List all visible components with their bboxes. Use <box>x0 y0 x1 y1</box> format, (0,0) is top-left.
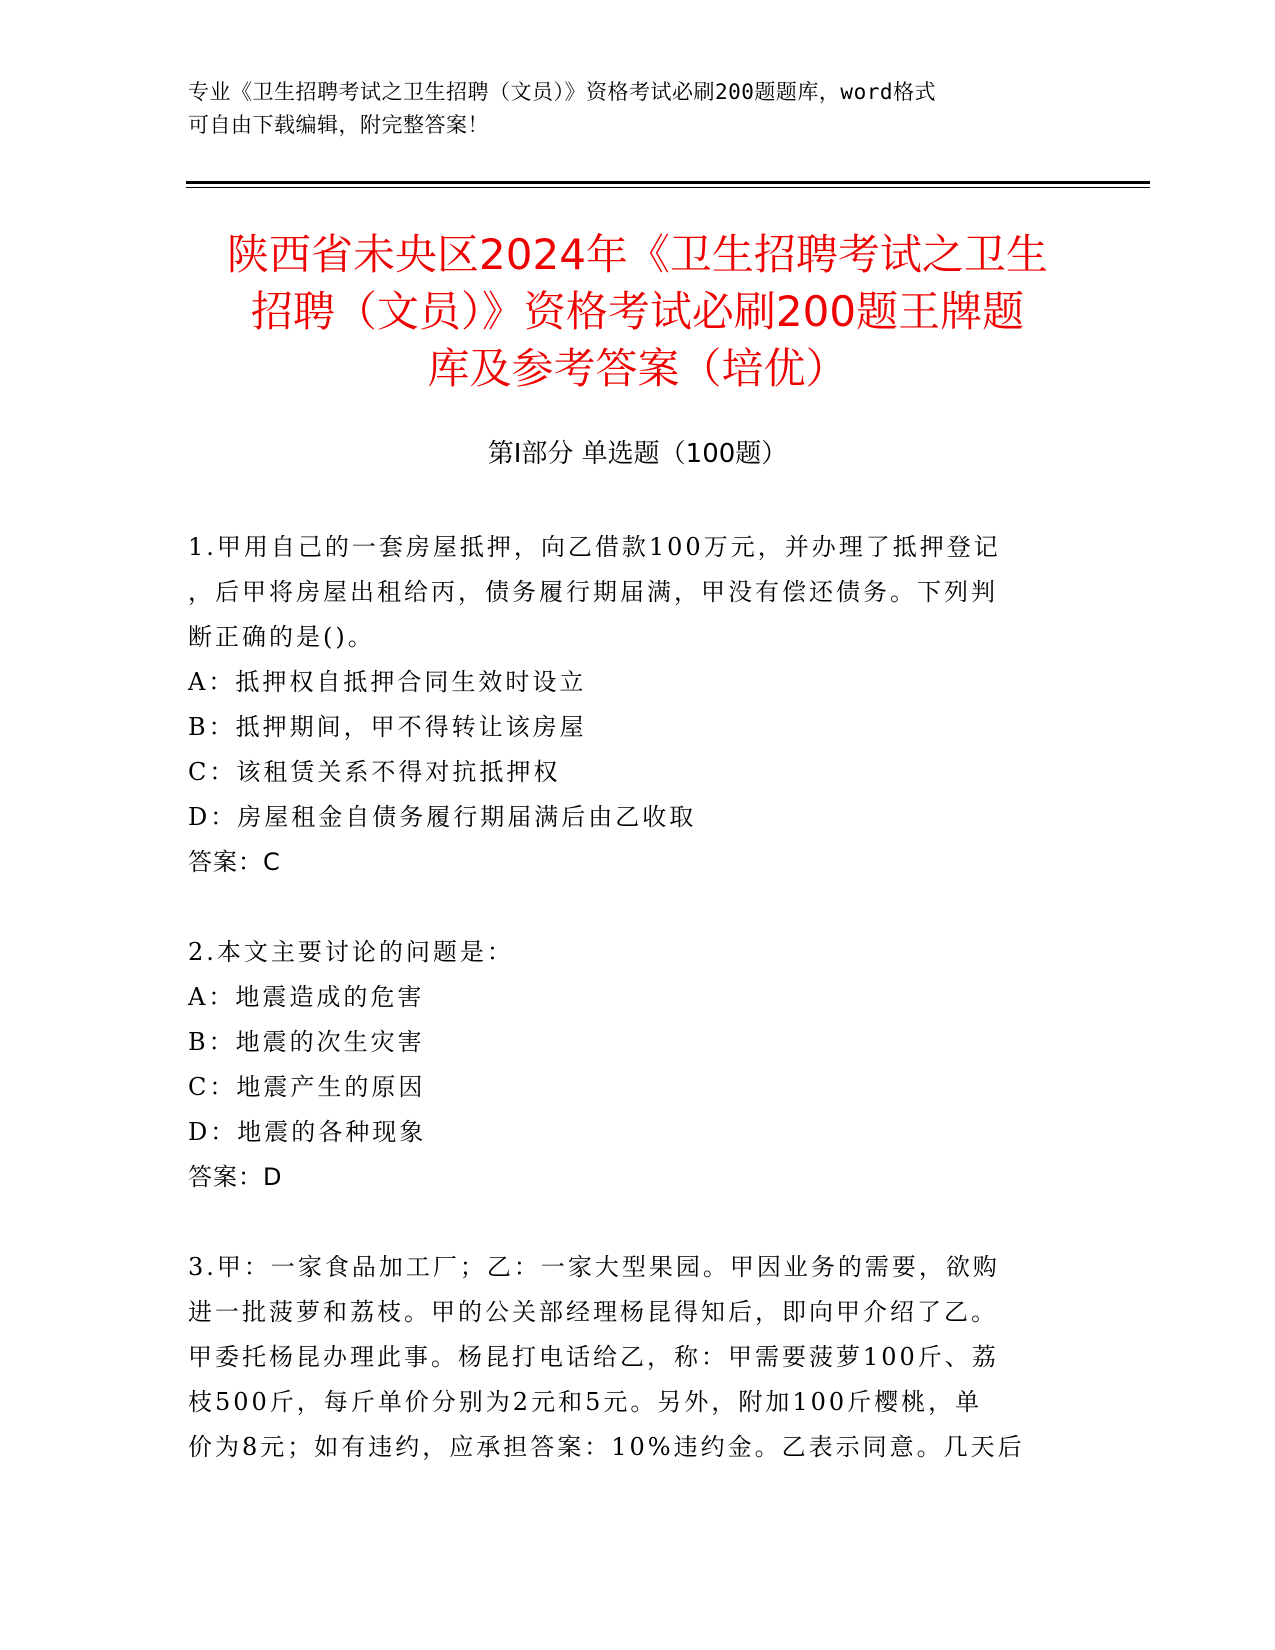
question-list <box>188 525 1088 1470</box>
question-text-line: 3.甲：一家食品加工厂；乙：一家大型果园。甲因业务的需要，欲购 <box>188 1253 1000 1281</box>
question-text-line: 2.本文主要讨论的问题是： <box>188 938 514 966</box>
option-a: A：地震造成的危害 <box>188 983 425 1011</box>
answer: 答案：D <box>188 1163 283 1191</box>
question-text-line: 价为8元；如有违约，应承担答案：10%违约金。乙表示同意。几天后 <box>188 1433 1025 1461</box>
option-b: B：抵押期间，甲不得转让该房屋 <box>188 713 587 741</box>
answer: 答案：C <box>188 848 281 876</box>
question-text-line: ，后甲将房屋出租给丙，债务履行期届满，甲没有偿还债务。下列判 <box>188 578 998 606</box>
question-text-line: 进一批菠萝和荔枝。甲的公关部经理杨昆得知后，即向甲介绍了乙。 <box>188 1298 998 1326</box>
option-b: B：地震的次生灾害 <box>188 1028 425 1056</box>
section-title: 第Ⅰ部分 单选题（100题） <box>487 439 788 469</box>
option-d: D：房屋租金自债务履行期届满后由乙收取 <box>188 803 697 831</box>
question-text-line: 1.甲用自己的一套房屋抵押，向乙借款100万元，并办理了抵押登记 <box>188 533 1001 561</box>
question-text-line: 甲委托杨昆办理此事。杨昆打电话给乙，称：甲需要菠萝100斤、荔 <box>188 1343 999 1371</box>
question-2 <box>188 930 1088 1200</box>
document-title <box>150 226 1125 397</box>
question-3 <box>188 1245 1088 1470</box>
document-title-line: 库及参考答案（培优） <box>427 344 848 393</box>
question-spacer <box>188 1200 1088 1245</box>
document-title-line: 陕西省未央区2024年《卫生招聘考试之卫生 <box>227 230 1048 279</box>
header-note <box>188 76 1068 142</box>
question-text-line: 枝500斤，每斤单价分别为2元和5元。另外，附加100斤樱桃，单 <box>188 1388 983 1416</box>
document-title-line: 招聘（文员）》资格考试必刷200题王牌题 <box>250 287 1025 336</box>
option-c: C：地震产生的原因 <box>188 1073 426 1101</box>
header-note-line: 专业《卫生招聘考试之卫生招聘（文员）》资格考试必刷200题题库，word格式 <box>188 80 936 104</box>
header-rule-thin <box>186 187 1150 188</box>
header-rule-thick <box>186 181 1150 184</box>
header-note-line: 可自由下载编辑，附完整答案！ <box>188 113 489 137</box>
question-1 <box>188 525 1088 885</box>
option-a: A：抵押权自抵押合同生效时设立 <box>188 668 587 696</box>
option-c: C：该租赁关系不得对抗抵押权 <box>188 758 561 786</box>
question-text-line: 断正确的是()。 <box>188 623 375 651</box>
option-d: D：地震的各种现象 <box>188 1118 427 1146</box>
question-spacer <box>188 885 1088 930</box>
